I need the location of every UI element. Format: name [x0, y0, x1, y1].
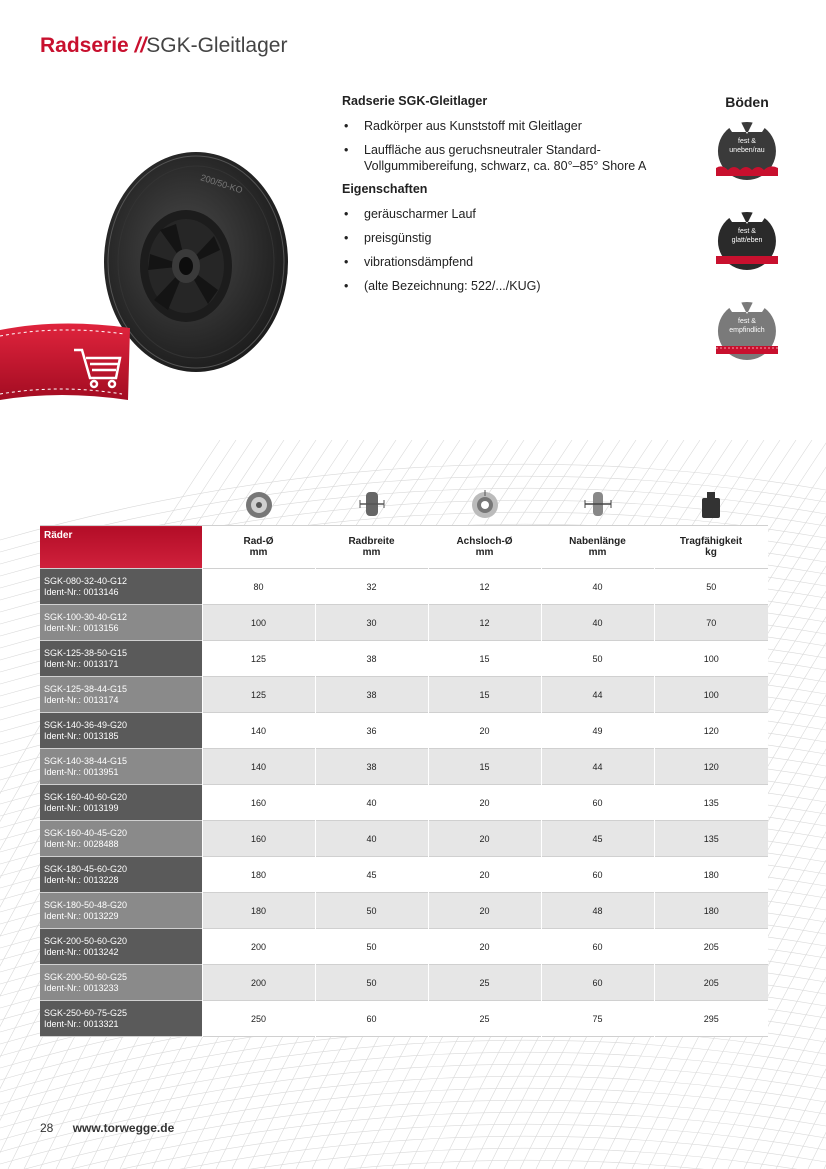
cell-hub-length: 50 [541, 641, 654, 677]
property-item: • preisgünstig [342, 230, 672, 246]
row-model [40, 605, 202, 641]
row-model [40, 677, 202, 713]
cell-axle-hole: 20 [428, 713, 541, 749]
cell-width: 50 [315, 893, 428, 929]
cell-axle-hole: 20 [428, 785, 541, 821]
cell-hub-length: 60 [541, 785, 654, 821]
property-item: • (alte Bezeichnung: 522/.../KUG) [342, 278, 672, 294]
cell-width: 30 [315, 605, 428, 641]
floor-rough-icon [714, 118, 780, 180]
cell-width: 32 [315, 569, 428, 605]
cell-diameter: 180 [202, 893, 315, 929]
floors-title: Böden [725, 94, 769, 110]
cell-hub-length: 75 [541, 1001, 654, 1037]
feature-item: • Lauffläche aus geruchsneutraler Standard-Vollgummibereifung, schwarz, ca. 80°–85° Shore A [342, 142, 672, 174]
table-row [40, 821, 768, 857]
ident-number: Ident-Nr.: 0013146 [44, 586, 119, 597]
website-link[interactable]: www.torwegge.de [72, 1121, 175, 1135]
floor-sensitive-icon [714, 298, 780, 360]
cart-ribbon [0, 323, 130, 400]
ident-number: Ident-Nr.: 0013233 [44, 982, 119, 993]
floor-label-line1: fest & [738, 138, 756, 145]
row-model [40, 965, 202, 1001]
floor-label-line2: uneben/rau [729, 147, 765, 154]
cell-hub-length: 49 [541, 713, 654, 749]
floor-label-line2: glatt/eben [731, 237, 763, 244]
header-diameter: Rad-Ø mm [202, 526, 315, 569]
cell-hub-length: 40 [541, 569, 654, 605]
model-code: SGK-200-50-60-G20 [44, 935, 128, 946]
ident-number: Ident-Nr.: 0013229 [44, 910, 119, 921]
row-model [40, 929, 202, 965]
row-model [40, 641, 202, 677]
cell-hub-length: 40 [541, 605, 654, 641]
model-code: SGK-160-40-60-G20 [44, 791, 128, 802]
table-row [40, 893, 768, 929]
row-model [40, 785, 202, 821]
cell-load-capacity: 100 [654, 677, 768, 713]
header-axle-hole: Achsloch-Ø mm [428, 526, 541, 569]
header-hub-length: Nabenlänge mm [541, 526, 654, 569]
header-load-capacity: Tragfähigkeit kg [654, 526, 768, 569]
cell-load-capacity: 120 [654, 749, 768, 785]
cell-axle-hole: 20 [428, 929, 541, 965]
load-capacity-icon [654, 490, 767, 520]
cell-diameter: 140 [202, 713, 315, 749]
row-model [40, 857, 202, 893]
cell-axle-hole: 20 [428, 857, 541, 893]
cell-load-capacity: 180 [654, 893, 768, 929]
row-model [40, 1001, 202, 1037]
model-code: SGK-250-60-75-G25 [44, 1007, 128, 1018]
cell-width: 38 [315, 677, 428, 713]
cell-width: 40 [315, 785, 428, 821]
page-number: 28 [40, 1121, 54, 1135]
model-code: SGK-200-50-60-G25 [44, 971, 128, 982]
ident-number: Ident-Nr.: 0013171 [44, 658, 119, 669]
cell-load-capacity: 135 [654, 785, 768, 821]
cell-diameter: 200 [202, 965, 315, 1001]
cell-diameter: 180 [202, 857, 315, 893]
cell-load-capacity: 205 [654, 965, 768, 1001]
table-row [40, 569, 768, 605]
row-model [40, 893, 202, 929]
cell-load-capacity: 180 [654, 857, 768, 893]
floor-label-line1: fest & [738, 318, 756, 325]
floor-smooth-icon [714, 208, 780, 270]
cell-axle-hole: 12 [428, 605, 541, 641]
model-code: SGK-140-38-44-G15 [44, 755, 128, 766]
cell-diameter: 250 [202, 1001, 315, 1037]
cell-width: 50 [315, 965, 428, 1001]
table-row [40, 857, 768, 893]
column-icons [202, 490, 768, 524]
product-info [342, 94, 672, 302]
cell-hub-length: 48 [541, 893, 654, 929]
cell-width: 50 [315, 929, 428, 965]
cell-hub-length: 45 [541, 821, 654, 857]
model-code: SGK-180-45-60-G20 [44, 863, 128, 874]
model-code: SGK-180-50-48-G20 [44, 899, 128, 910]
ident-number: Ident-Nr.: 0013156 [44, 622, 119, 633]
cell-axle-hole: 15 [428, 677, 541, 713]
table-row [40, 929, 768, 965]
property-item: • geräuscharmer Lauf [342, 206, 672, 222]
property-item: • vibrationsdämpfend [342, 254, 672, 270]
cell-load-capacity: 295 [654, 1001, 768, 1037]
header-width: Radbreite mm [315, 526, 428, 569]
table-row [40, 641, 768, 677]
page-footer [40, 1121, 174, 1135]
cell-axle-hole: 12 [428, 569, 541, 605]
model-code: SGK-100-30-40-G12 [44, 611, 128, 622]
cell-hub-length: 44 [541, 677, 654, 713]
model-code: SGK-125-38-50-G15 [44, 647, 128, 658]
table-row [40, 785, 768, 821]
table-row [40, 605, 768, 641]
cell-diameter: 200 [202, 929, 315, 965]
hub-length-icon [541, 490, 654, 520]
cell-diameter: 80 [202, 569, 315, 605]
feature-item: • Radkörper aus Kunststoff mit Gleitlager [342, 118, 672, 134]
ident-number: Ident-Nr.: 0013951 [44, 766, 119, 777]
tire-marking: 200/50-KO [199, 172, 244, 196]
ident-number: Ident-Nr.: 0013174 [44, 694, 119, 705]
ident-number: Ident-Nr.: 0013321 [44, 1018, 119, 1029]
wheel-product-image [0, 150, 300, 430]
model-code: SGK-140-36-49-G20 [44, 719, 128, 730]
cell-load-capacity: 205 [654, 929, 768, 965]
cell-hub-length: 60 [541, 929, 654, 965]
title-series: Radserie [40, 34, 129, 57]
model-code: SGK-125-38-44-G15 [44, 683, 128, 694]
cell-load-capacity: 50 [654, 569, 768, 605]
table-row [40, 677, 768, 713]
cell-hub-length: 60 [541, 965, 654, 1001]
table-row [40, 713, 768, 749]
model-code: SGK-080-32-40-G12 [44, 575, 128, 586]
floor-label-line2: empfindlich [729, 327, 765, 334]
page-title [40, 34, 287, 58]
row-model [40, 713, 202, 749]
ident-number: Ident-Nr.: 0013199 [44, 802, 119, 813]
cell-diameter: 140 [202, 749, 315, 785]
row-model [40, 749, 202, 785]
cell-width: 36 [315, 713, 428, 749]
table-body [40, 569, 768, 1037]
cell-load-capacity: 70 [654, 605, 768, 641]
cell-diameter: 160 [202, 785, 315, 821]
axle-hole-icon [428, 490, 541, 520]
cell-width: 60 [315, 1001, 428, 1037]
cell-load-capacity: 100 [654, 641, 768, 677]
cell-axle-hole: 25 [428, 965, 541, 1001]
cell-axle-hole: 25 [428, 1001, 541, 1037]
wheel-width-icon [315, 490, 428, 520]
title-name: SGK-Gleitlager [146, 34, 288, 57]
row-model [40, 569, 202, 605]
cell-axle-hole: 15 [428, 749, 541, 785]
ident-number: Ident-Nr.: 0013242 [44, 946, 119, 957]
cell-diameter: 160 [202, 821, 315, 857]
cell-width: 40 [315, 821, 428, 857]
floor-types [712, 94, 782, 388]
cell-width: 38 [315, 749, 428, 785]
table-row [40, 1001, 768, 1037]
cell-axle-hole: 20 [428, 821, 541, 857]
row-model [40, 821, 202, 857]
title-slashes: // [134, 34, 147, 57]
cell-load-capacity: 120 [654, 713, 768, 749]
model-code: SGK-160-40-45-G20 [44, 827, 128, 838]
feature-list [342, 118, 672, 174]
cell-width: 45 [315, 857, 428, 893]
cell-hub-length: 60 [541, 857, 654, 893]
floor-label-line1: fest & [738, 228, 756, 235]
table-header-row [40, 526, 768, 569]
ident-number: Ident-Nr.: 0013228 [44, 874, 119, 885]
cell-axle-hole: 20 [428, 893, 541, 929]
cell-diameter: 125 [202, 677, 315, 713]
info-heading: Radserie SGK-Gleitlager [342, 94, 488, 108]
cell-hub-length: 44 [541, 749, 654, 785]
wheel-diameter-icon [202, 490, 315, 520]
ident-number: Ident-Nr.: 0028488 [44, 838, 119, 849]
table-row [40, 749, 768, 785]
cell-diameter: 100 [202, 605, 315, 641]
properties-heading: Eigenschaften [342, 182, 428, 196]
header-wheels: Räder [40, 526, 202, 569]
ident-number: Ident-Nr.: 0013185 [44, 730, 119, 741]
cell-width: 38 [315, 641, 428, 677]
properties-list [342, 206, 672, 294]
table-row [40, 965, 768, 1001]
cell-axle-hole: 15 [428, 641, 541, 677]
cell-diameter: 125 [202, 641, 315, 677]
cell-load-capacity: 135 [654, 821, 768, 857]
wheel-spec-table [40, 525, 768, 1037]
